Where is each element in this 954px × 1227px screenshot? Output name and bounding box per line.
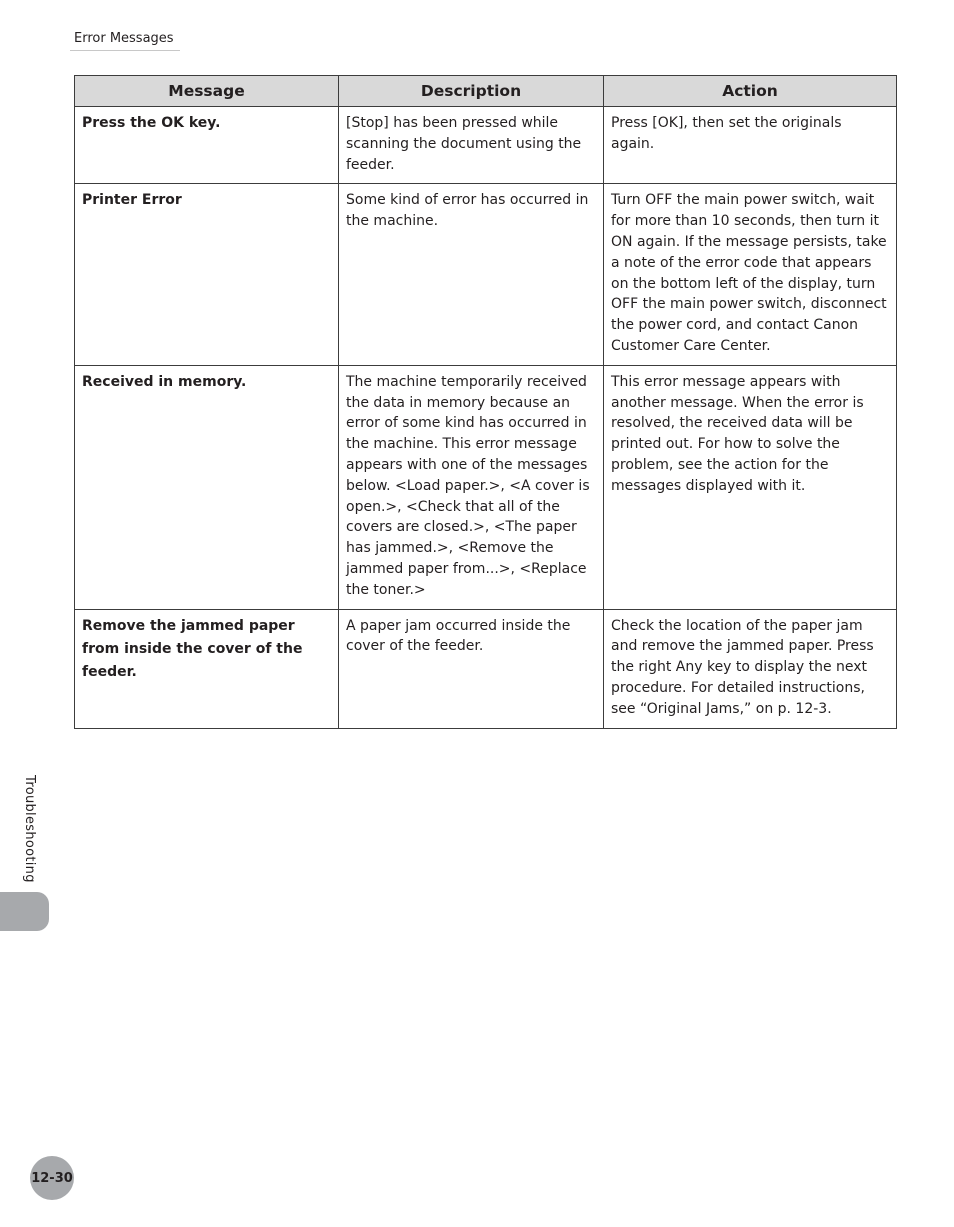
table-row xyxy=(75,107,897,184)
table-row xyxy=(75,365,897,609)
column-header-description: Description xyxy=(339,76,604,107)
action-cell: Check the location of the paper jam and remove the jammed paper. Press the right Any key to display the next procedure. For detailed instructions, see “Original Jams,” on p. 12-3. xyxy=(604,609,897,728)
message-cell: Received in memory. xyxy=(75,365,339,609)
column-header-action: Action xyxy=(604,76,897,107)
description-cell: Some kind of error has occurred in the machine. xyxy=(339,184,604,365)
description-cell: The machine temporarily received the data in memory because an error of some kind has occurred in the machine. This error message appears with one of the messages below. <Load paper.>, <A cover is open.>, <Check that all of the covers are closed.>, <The paper has jammed.>, <Remove the jammed paper from...>, <Replace the toner.> xyxy=(339,365,604,609)
chapter-tab xyxy=(0,892,49,931)
table-row xyxy=(75,184,897,365)
running-header: Error Messages xyxy=(74,31,174,46)
error-message-table xyxy=(74,75,897,729)
header-rule xyxy=(70,50,180,51)
chapter-tab-label: Troubleshooting xyxy=(22,775,37,883)
message-cell: Remove the jammed paper from inside the cover of the feeder. xyxy=(75,609,339,728)
page-number: 12-30 xyxy=(30,1156,74,1200)
action-cell: Press [OK], then set the originals again. xyxy=(604,107,897,184)
description-cell: [Stop] has been pressed while scanning the document using the feeder. xyxy=(339,107,604,184)
table-header-row xyxy=(75,76,897,107)
message-cell: Press the OK key. xyxy=(75,107,339,184)
table-row xyxy=(75,609,897,728)
description-cell: A paper jam occurred inside the cover of the feeder. xyxy=(339,609,604,728)
action-cell: This error message appears with another message. When the error is resolved, the received data will be printed out. For how to solve the problem, see the action for the messages displayed with it. xyxy=(604,365,897,609)
column-header-message: Message xyxy=(75,76,339,107)
message-cell: Printer Error xyxy=(75,184,339,365)
action-cell: Turn OFF the main power switch, wait for more than 10 seconds, then turn it ON again. If the message persists, take a note of the error code that appears on the bottom left of the display, turn OFF the main power switch, disconnect the power cord, and contact Canon Customer Care Center. xyxy=(604,184,897,365)
